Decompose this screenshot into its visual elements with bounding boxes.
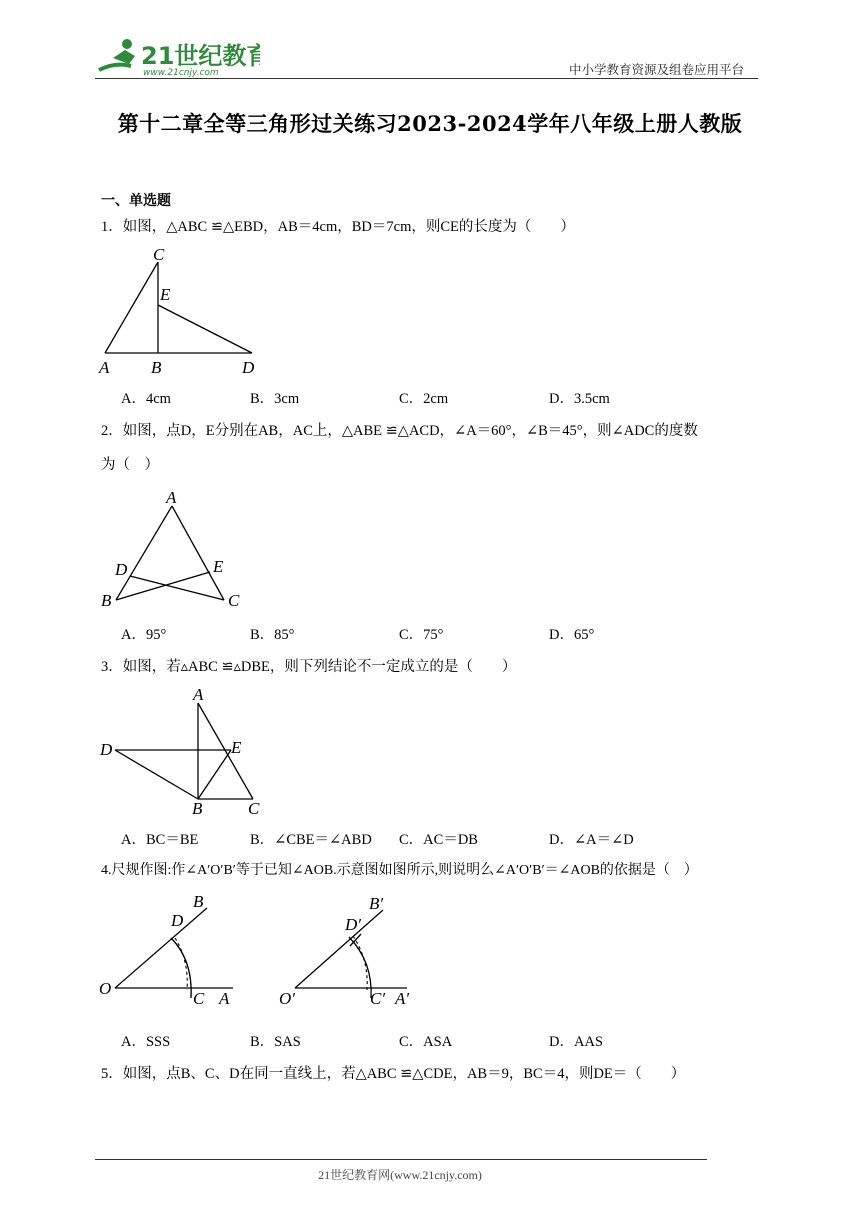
label-D: D [100, 740, 113, 759]
label-B: B [192, 799, 203, 818]
question-3-stem: 3．如图，若▵ABC ≌▵DBE，则下列结论不一定成立的是（ ） [101, 659, 517, 675]
label-B: B [151, 358, 162, 377]
label-D: D [171, 911, 184, 930]
question-2-stem: 2．如图，点D，E分别在AB，AC上，△ABE ≌△ACD，∠A＝60°，∠B＝45°，则∠ADC的度数 [101, 423, 698, 439]
footer-divider [95, 1159, 707, 1160]
q4-option-a[interactable]: A．SSS [121, 1034, 171, 1050]
q1-option-d[interactable]: D．3.5cm [549, 391, 610, 407]
q3-option-b[interactable]: B．∠CBE＝∠ABD [250, 832, 372, 848]
label-A: A [219, 989, 230, 1008]
section-heading: 一、单选题 [101, 193, 171, 209]
label-C: C [193, 989, 205, 1008]
page-title: 第十二章全等三角形过关练习2023-2024学年八年级上册人教版 [117, 111, 743, 136]
question-4-figure [95, 890, 425, 1015]
site-logo [95, 36, 260, 78]
q2-option-b[interactable]: B．85° [250, 627, 295, 643]
label-D-prime: D′ [345, 915, 361, 934]
q2-option-c[interactable]: C．75° [399, 627, 444, 643]
label-A-prime: A′ [395, 989, 410, 1008]
logo-wordmark: 21世纪教育 [141, 42, 260, 70]
label-A: A [193, 685, 204, 704]
label-B: B [193, 892, 204, 911]
label-D: D [115, 560, 128, 579]
label-C-prime: C′ [370, 989, 386, 1008]
q3-option-a[interactable]: A．BC＝BE [121, 832, 199, 848]
q3-option-c[interactable]: C．AC＝DB [399, 832, 478, 848]
question-5-stem: 5．如图，点B、C、D在同一直线上，若△ABC ≌△CDE，AB＝9，BC＝4，则DE＝（ ） [101, 1066, 686, 1082]
q4-option-b[interactable]: B．SAS [250, 1034, 301, 1050]
q4-option-c[interactable]: C．ASA [399, 1034, 453, 1050]
label-D: D [242, 358, 255, 377]
label-C: C [228, 591, 240, 610]
question-2-stem-cont: 为（ ） [101, 457, 159, 473]
question-3-figure [95, 683, 275, 818]
question-4-stem: 4.尺规作图:作∠A′O′B′等于已知∠AOB.示意图如图所示,则说明么∠A′O′B′＝∠AOB的依据是（ ） [101, 863, 698, 878]
label-A: A [99, 358, 110, 377]
brand-tagline: 中小学教育资源及组卷应用平台 [569, 62, 745, 77]
logo-url: www.21cnjy.com [143, 68, 219, 78]
question-1-figure [95, 243, 265, 378]
footer-link[interactable]: 21世纪教育网(www.21cnjy.com) [318, 1168, 482, 1182]
label-E: E [231, 738, 242, 757]
label-E: E [160, 285, 171, 304]
label-O-prime: O′ [279, 989, 295, 1008]
question-2-figure [95, 485, 255, 615]
question-1-stem: 1．如图，△ABC ≌△EBD，AB＝4cm，BD＝7cm，则CE的长度为（ ） [101, 219, 575, 235]
label-A: A [166, 488, 177, 507]
label-C: C [248, 799, 260, 818]
q1-option-c[interactable]: C．2cm [399, 391, 449, 407]
q2-option-d[interactable]: D．65° [549, 627, 595, 643]
q3-option-d[interactable]: D．∠A＝∠D [549, 832, 634, 848]
q4-option-d[interactable]: D．AAS [549, 1034, 603, 1050]
label-C: C [153, 245, 165, 264]
q2-option-a[interactable]: A．95° [121, 627, 167, 643]
label-B: B [101, 591, 112, 610]
q1-option-a[interactable]: A．4cm [121, 391, 171, 407]
label-B-prime: B′ [369, 894, 384, 913]
q1-option-b[interactable]: B．3cm [250, 391, 300, 407]
label-E: E [213, 557, 224, 576]
label-O: O [99, 979, 112, 998]
header-divider [95, 78, 758, 79]
